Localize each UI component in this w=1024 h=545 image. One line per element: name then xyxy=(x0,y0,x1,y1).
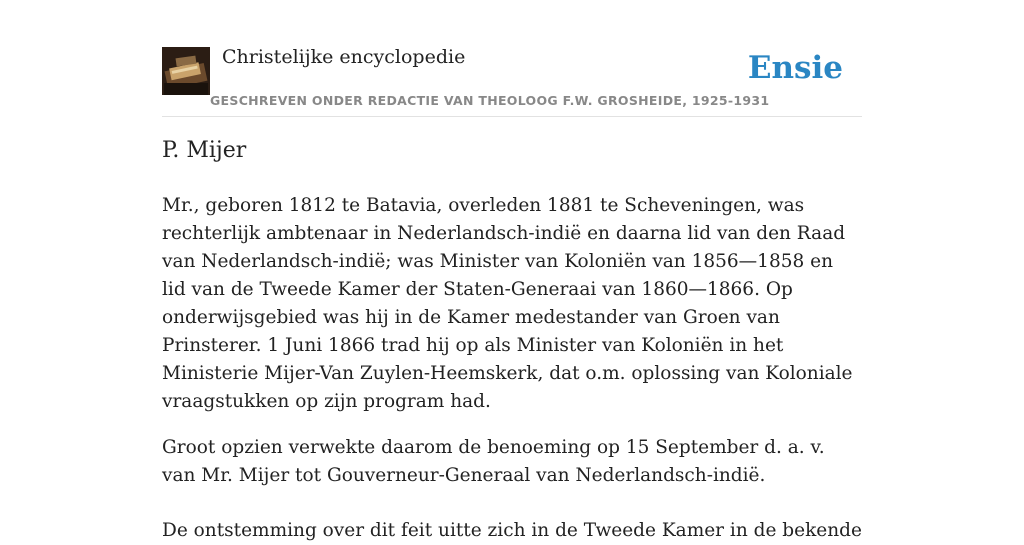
site-header xyxy=(162,44,862,117)
article-title: P. Mijer xyxy=(162,138,247,163)
article-body xyxy=(162,192,862,545)
article-paragraph: Groot opzien verwekte daarom de benoeming op 15 September d. a. v. van Mr. Mijer tot Gouverneur-Generaal van Nederlandsch-indië. xyxy=(162,437,825,486)
site-subtitle: GESCHREVEN ONDER REDACTIE VAN THEOLOOG F.W. GROSHEIDE, 1925-1931 xyxy=(210,93,770,108)
site-title[interactable]: Christelijke encyclopedie xyxy=(222,46,466,68)
article-paragraph: De ontstemming over dit feit uitte zich in de Tweede Kamer in de bekende xyxy=(162,520,862,541)
encyclopedia-avatar-icon[interactable] xyxy=(162,47,210,95)
article-paragraph: Mr., geboren 1812 te Batavia, overleden 1881 te Scheveningen, was rechterlijk ambtenaar in Nederlandsch-indië en daarna lid van den Raad van Nederlandsch-indië; was Minister van Koloniën van 1856—1858 en lid van de Tweede Kamer der Staten-Generaai van 1860—1866. Op onderwijsgebied was hij in de Kamer medestander van Groen van Prinsterer. 1 Juni 1866 trad hij op als Minister van Koloniën in het Ministerie Mijer-Van Zuylen-Heemskerk, dat o.m. oplossing van Koloniale vraagstukken op zijn program had. xyxy=(162,195,853,412)
ensie-logo-link[interactable]: Ensie xyxy=(747,50,843,86)
